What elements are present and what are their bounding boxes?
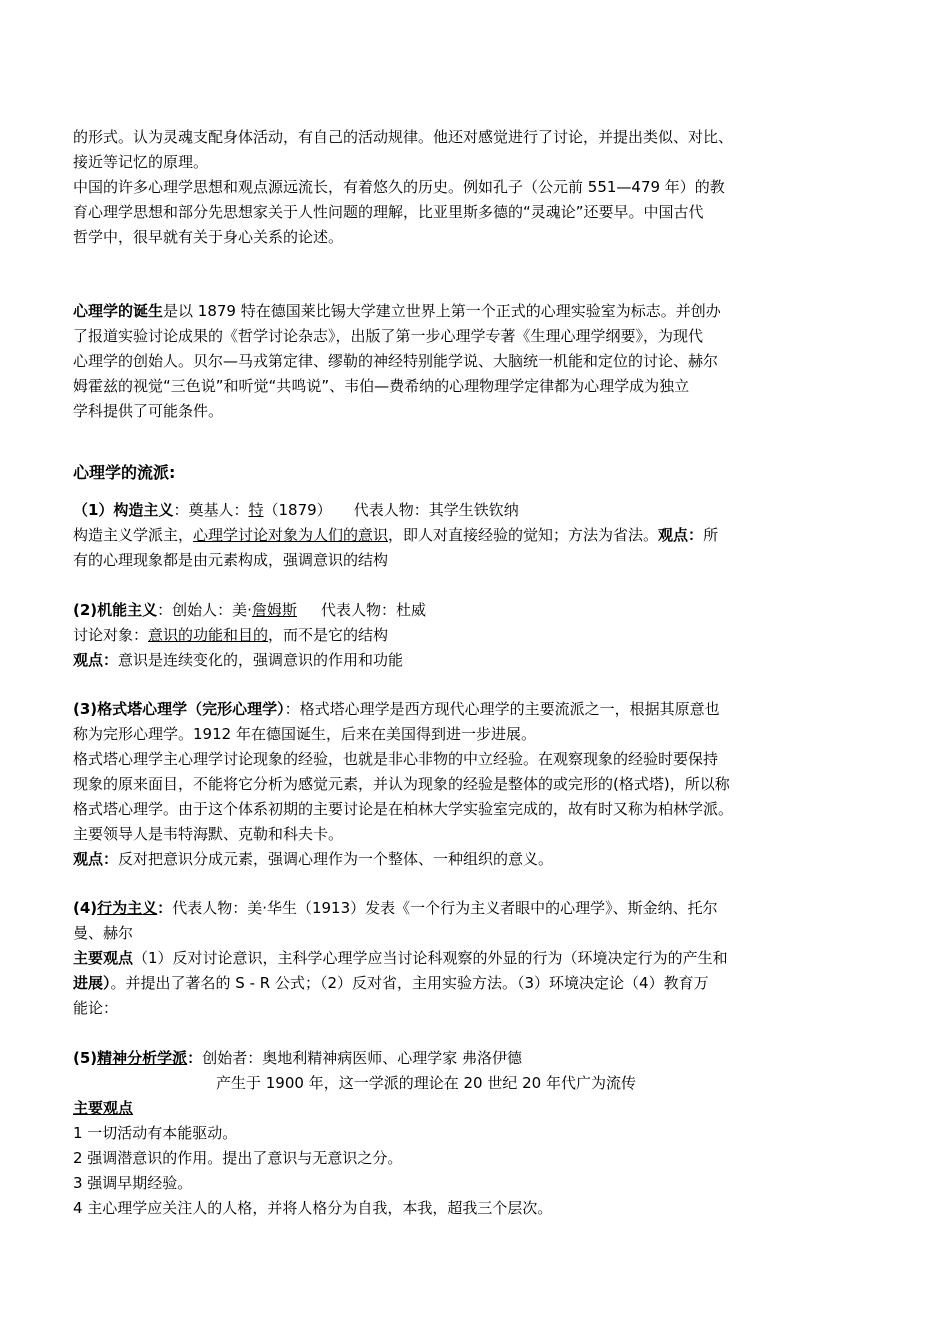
- text-span: 意识是连续变化的，强调意识的作用和功能: [118, 651, 404, 669]
- text-line: 格式塔心理学主心理学讨论现象的经验，也就是非心非物的中立经验。在观察现象的经验时要保持: [73, 750, 719, 768]
- school-number: (4): [73, 899, 98, 917]
- text-line: 接近等记忆的原理。: [73, 153, 209, 171]
- text-line: 了报道实验讨论成果的《哲学讨论杂志》，出版了第一步心理学专著《生理心理学纲要》，为现代: [73, 327, 704, 345]
- founder-name: 詹姆斯: [251, 601, 297, 619]
- school-psychoanalysis: [73, 1046, 823, 1221]
- underlined-text: 意识的功能和目的: [148, 626, 269, 644]
- view-label: 观点：: [658, 526, 704, 544]
- text-line: [73, 498, 823, 523]
- representative: 代表人物：其学生铁钦纳: [353, 501, 519, 519]
- text-span: ，而不是它的结构: [268, 626, 389, 644]
- text-line: [73, 847, 823, 872]
- underlined-text: 心理学讨论对象为人们的意识: [193, 526, 389, 544]
- school-title: (2)机能主义: [73, 601, 158, 619]
- text-line: 现象的原来面目，不能将它分析为感觉元素，并认为现象的经验是整体的或完形的(格式塔)，所以称: [73, 775, 730, 793]
- text-span: 构造主义学派主，: [73, 526, 194, 544]
- text-line: 产生于 1900 年，这一学派的理论在 20 世纪 20 年代广为流传: [216, 1074, 636, 1092]
- intro-paragraph-2: [73, 175, 823, 250]
- section-heading: 心理学的流派:: [73, 463, 176, 482]
- founder-label: 创始人：美·: [172, 601, 252, 619]
- school-functionalism: [73, 598, 823, 673]
- text-span: ，即人对直接经验的觉知；方法为省法。: [388, 526, 659, 544]
- school-gestalt: [73, 697, 823, 872]
- text-span: 代表人物：美·华生（1913）发表《一个行为主义者眼中的心理学》、斯金纳、托尔: [172, 899, 718, 917]
- text-line: 学科提供了可能条件。: [73, 402, 224, 420]
- view-label: 主要观点: [73, 1099, 134, 1117]
- text-line: [73, 946, 823, 971]
- birth-paragraph: [73, 299, 823, 424]
- list-item: 3 强调早期经验。: [73, 1174, 193, 1192]
- text-line: 哲学中，很早就有关于身心关系的论述。: [73, 228, 344, 246]
- text-span: （1）反对讨论意识，主科学心理学应当讨论科观察的外显的行为（环境决定行为的产生和: [133, 949, 728, 967]
- text-line: 中国的许多心理学思想和观点源远流长，有着悠久的历史。例如孔子（公元前 551—479 年）的教: [73, 178, 725, 196]
- text-line: [73, 648, 823, 673]
- text-line: 育心理学思想和部分先思想家关于人性问题的理解，比亚里斯多德的“灵魂论”还要早。中国古代: [73, 203, 704, 221]
- text-line: 主要领导人是韦特海默、克勒和科夫卡。: [73, 825, 344, 843]
- list-item: 4 主心理学应关注人的人格，并将人格分为自我，本我，超我三个层次。: [73, 1199, 553, 1217]
- birth-line-1: 是以 1879 特在德国莱比锡大学建立世界上第一个正式的心理实验室为标志。并创办: [163, 302, 721, 320]
- text-span: 创始者：奥地利精神病医师、心理学家 弗洛伊德: [202, 1049, 522, 1067]
- text-span: 讨论对象：: [73, 626, 149, 644]
- founder-year: （1879）: [263, 501, 332, 519]
- list-item: 2 强调潜意识的作用。提出了意识与无意识之分。: [73, 1149, 403, 1167]
- school-title: （1）构造主义: [73, 501, 174, 519]
- text-line: [73, 598, 823, 623]
- text-line: 格式塔心理学。由于这个体系初期的主要讨论是在柏林大学实验室完成的，故有时又称为柏林学派。: [73, 800, 734, 818]
- school-number: (5): [73, 1049, 98, 1067]
- founder-label: 奠基人：: [188, 501, 249, 519]
- school-title: 行为主义: [97, 899, 158, 917]
- bold-text: 进展）: [73, 974, 111, 992]
- view-label: 主要观点: [73, 949, 134, 967]
- school-structuralism: [73, 498, 823, 573]
- text-span: 反对把意识分成元素，强调心理作为一个整体、一种组织的意义。: [118, 850, 554, 868]
- text-span: 。并提出了著名的 S - R 公式；（2）反对省，主用实验方法。（3）环境决定论（4）教育万: [110, 974, 709, 992]
- text-line: [73, 896, 823, 921]
- schools-heading: [73, 460, 823, 485]
- text-line: [73, 299, 823, 324]
- list-item: 1 一切活动有本能驱动。: [73, 1124, 238, 1142]
- separator: ：: [157, 601, 173, 619]
- text-line: 有的心理现象都是由元素构成，强调意识的结构: [73, 551, 389, 569]
- text-line: [73, 523, 823, 548]
- school-title: 精神分析学派: [97, 1049, 188, 1067]
- view-label: 观点：: [73, 850, 119, 868]
- text-line: [73, 623, 823, 648]
- text-line: [73, 1046, 823, 1071]
- founder-name: 特: [248, 501, 264, 519]
- text-span: ：格式塔心理学是西方现代心理学的主要流派之一，根据其原意也: [284, 700, 720, 718]
- text-line: [73, 971, 823, 996]
- text-line: 姆霍兹的视觉“三色说”和听觉“共鸣说”、韦伯—费希纳的心理物理学定律都为心理学成为独立: [73, 377, 690, 395]
- separator: ：: [173, 501, 189, 519]
- text-span: 所: [703, 526, 719, 544]
- intro-paragraph-1: [73, 125, 823, 175]
- text-line: 的形式。认为灵魂支配身体活动，有自己的活动规律。他还对感觉进行了讨论，并提出类似、对比、: [73, 128, 734, 146]
- representative: 代表人物：杜威: [320, 601, 426, 619]
- text-line: [73, 697, 823, 722]
- separator: ：: [157, 899, 173, 917]
- view-label: 观点：: [73, 651, 119, 669]
- text-line: 称为完形心理学。1912 年在德国诞生，后来在美国得到进一步进展。: [73, 725, 536, 743]
- text-line: 曼、赫尔: [73, 924, 134, 942]
- text-line: 心理学的创始人。贝尔—马戎第定律、缪勒的神经特别能学说、大脑统一机能和定位的讨论、赫尔: [73, 352, 719, 370]
- separator: ：: [187, 1049, 203, 1067]
- birth-title: 心理学的诞生: [73, 302, 164, 320]
- text-line: 能论：: [73, 999, 119, 1017]
- school-behaviorism: [73, 896, 823, 1021]
- school-title: (3)格式塔心理学（完形心理学）: [73, 700, 285, 718]
